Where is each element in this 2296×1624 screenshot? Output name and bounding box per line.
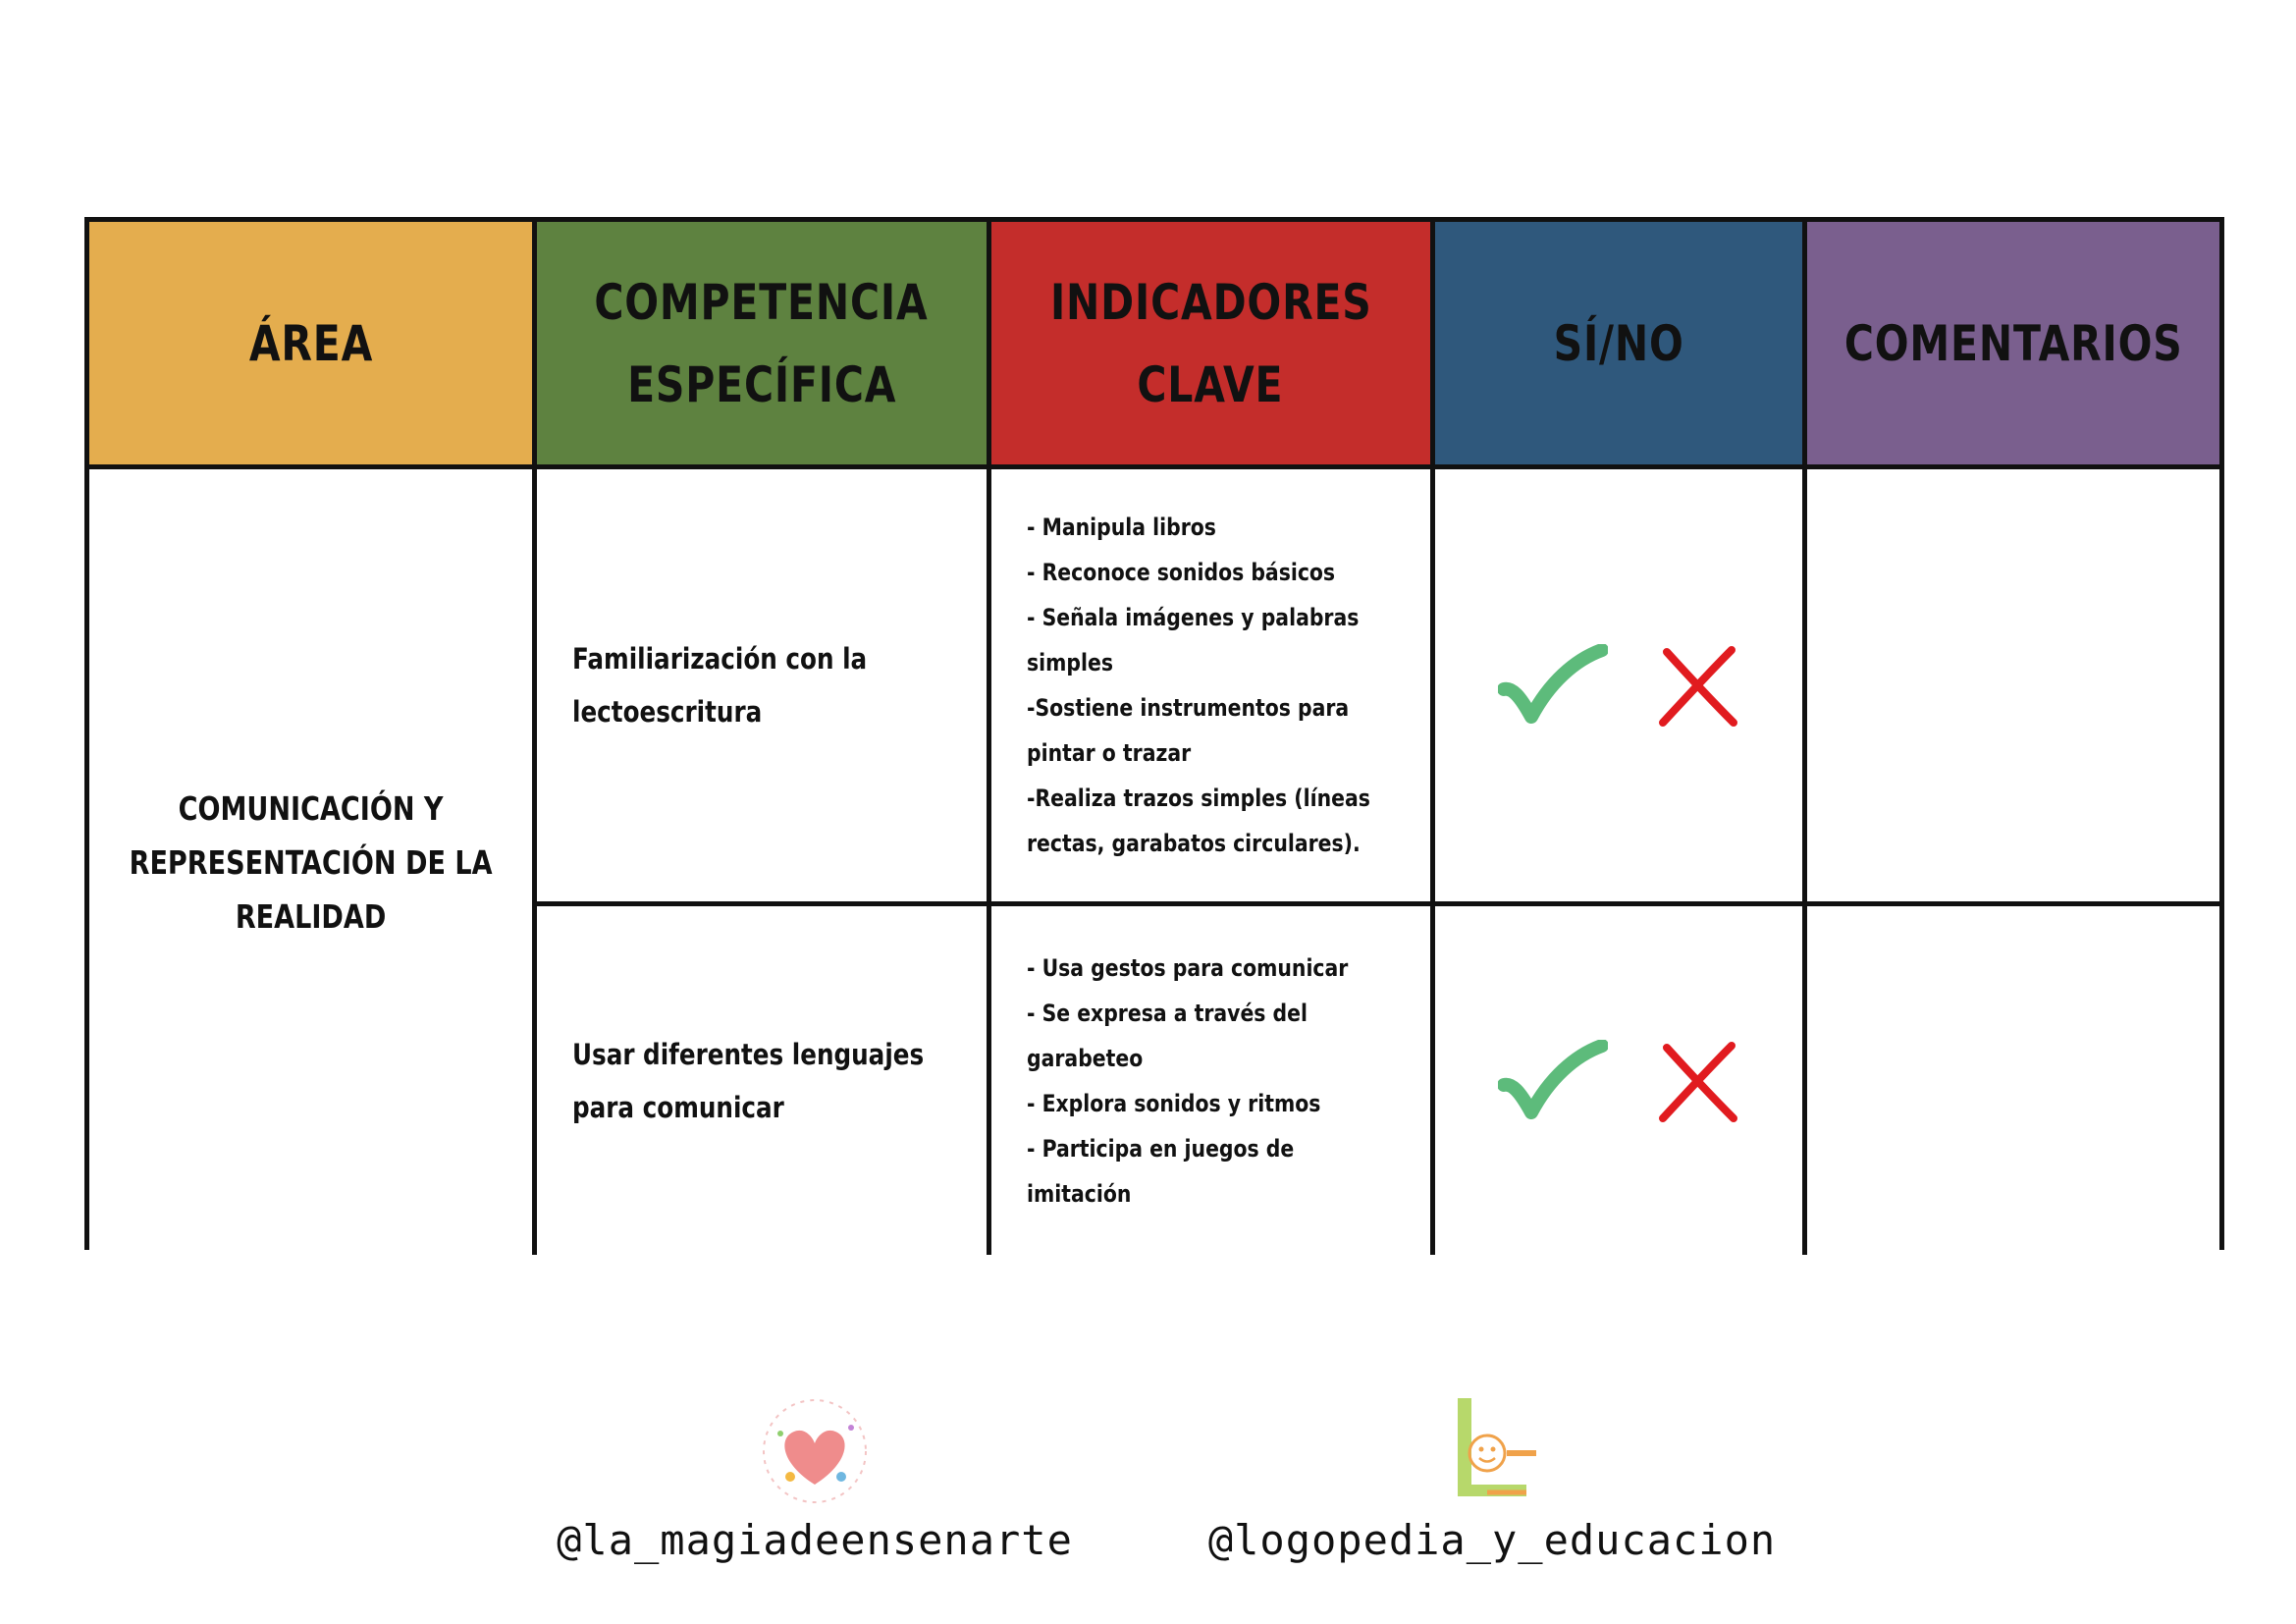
cross-icon[interactable] [1657, 644, 1739, 727]
header-competencia-line-1: COMPETENCIA [594, 273, 929, 331]
competencia-1-line-2: lectoescritura [572, 695, 763, 729]
indicadores-cell-1 [991, 469, 1436, 906]
indicador-1-5: -Sostiene instrumentos para [1026, 694, 1349, 722]
header-area [89, 222, 537, 469]
si-no-cell-1 [1435, 469, 1806, 906]
indicador-1-6: pintar o trazar [1026, 739, 1191, 767]
comentarios-cell-2[interactable] [1807, 906, 2220, 1255]
footer-right-handle[interactable]: @logopedia_y_educacion [1207, 1516, 1777, 1564]
competencia-1-line-1: Familiarización con la [572, 642, 868, 676]
check-icon[interactable] [1498, 1040, 1608, 1122]
area-cell [89, 469, 537, 1255]
footer-left [557, 1394, 1073, 1564]
competencia-cell-2 [537, 906, 990, 1255]
indicador-1-8: rectas, garabatos circulares). [1026, 830, 1361, 857]
footer-left-handle[interactable]: @la_magiadeensenarte [557, 1516, 1073, 1564]
indicador-1-1: - Manipula libros [1026, 514, 1216, 541]
indicador-1-3: - Señala imágenes y palabras [1026, 604, 1359, 631]
header-indicadores-line-1: INDICADORES [1049, 273, 1372, 331]
header-indicadores-line-2: CLAVE [1137, 355, 1284, 413]
area-line-1: COMUNICACIÓN Y [178, 788, 444, 828]
indicador-2-4: - Explora sonidos y ritmos [1026, 1089, 1320, 1117]
cross-icon[interactable] [1657, 1040, 1739, 1122]
competencia-cell-1 [537, 469, 990, 906]
header-si-no [1435, 222, 1806, 469]
header-comentarios [1807, 222, 2220, 469]
indicadores-cell-2 [991, 906, 1436, 1255]
header-competencia-line-2: ESPECÍFICA [626, 355, 896, 413]
indicador-2-3: garabeteo [1026, 1044, 1143, 1072]
check-icon[interactable] [1498, 644, 1608, 727]
si-no-cell-2 [1435, 906, 1806, 1255]
footer-right [1207, 1394, 1777, 1564]
header-area-label: ÁREA [248, 314, 373, 372]
area-line-2: REPRESENTACIÓN DE LA [129, 842, 493, 882]
indicador-1-4: simples [1026, 649, 1113, 677]
area-line-3: REALIDAD [235, 896, 387, 936]
evaluation-table [84, 217, 2224, 1250]
header-comentarios-label: COMENTARIOS [1843, 314, 2183, 372]
header-si-no-label: SÍ/NO [1553, 314, 1684, 372]
header-indicadores [991, 222, 1436, 469]
logopedia-logo [1428, 1394, 1556, 1508]
indicador-2-2: - Se expresa a través del [1026, 999, 1308, 1027]
indicador-2-5: - Participa en juegos de [1026, 1134, 1294, 1163]
indicador-1-7: -Realiza trazos simples (líneas [1026, 785, 1370, 812]
comentarios-cell-1[interactable] [1807, 469, 2220, 906]
indicador-2-6: imitación [1026, 1179, 1131, 1208]
competencia-2-line-2: para comunicar [572, 1090, 784, 1124]
heart-logo [751, 1394, 879, 1508]
header-competencia [537, 222, 990, 469]
indicador-2-1: - Usa gestos para comunicar [1026, 953, 1348, 982]
competencia-2-line-1: Usar diferentes lenguajes [572, 1037, 925, 1071]
indicador-1-2: - Reconoce sonidos básicos [1026, 559, 1335, 586]
